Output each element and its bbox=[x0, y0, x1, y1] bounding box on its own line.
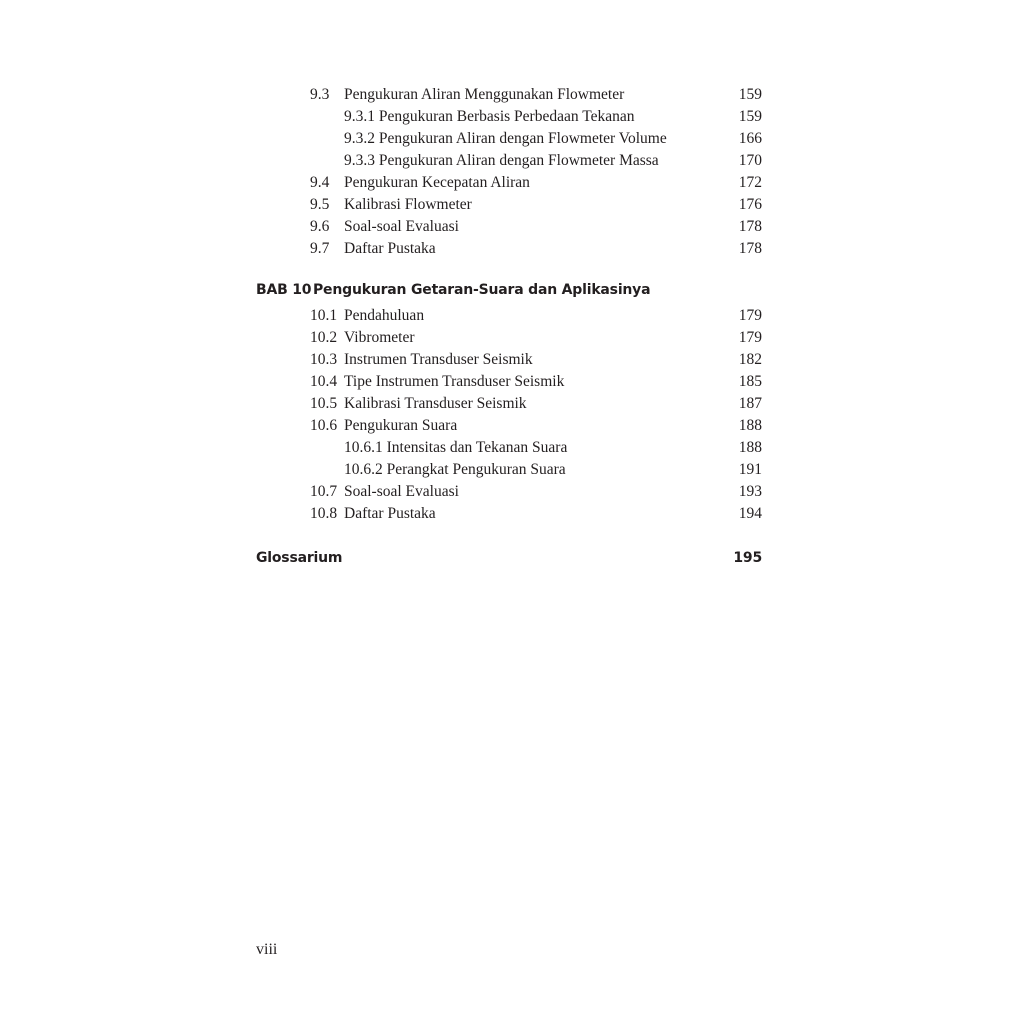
entry-page: 191 bbox=[738, 461, 762, 478]
subentry-title: 10.6.1 Intensitas dan Tekanan Suara bbox=[344, 439, 568, 456]
entry-page: 178 bbox=[738, 218, 762, 235]
entry-number: 10.8 bbox=[310, 505, 338, 522]
glossary-page: 195 bbox=[733, 550, 762, 566]
entry-page: 166 bbox=[738, 130, 762, 147]
entry-number: 10.1 bbox=[310, 307, 338, 324]
entry-title: Daftar Pustaka bbox=[344, 240, 436, 257]
entry-title: Soal-soal Evaluasi bbox=[344, 218, 459, 235]
entry-title: Kalibrasi Flowmeter bbox=[344, 196, 472, 213]
toc-entry bbox=[0, 481, 1024, 503]
subentry-title: 9.3.1 Pengukuran Berbasis Perbedaan Tekanan bbox=[344, 108, 635, 125]
toc-subentry bbox=[0, 106, 1024, 128]
entry-number: 9.4 bbox=[310, 174, 330, 191]
entry-page: 159 bbox=[738, 108, 762, 125]
toc-subentry bbox=[0, 150, 1024, 172]
toc-entry bbox=[0, 216, 1024, 238]
toc-section-10 bbox=[0, 305, 1024, 525]
entry-number: 10.3 bbox=[310, 351, 338, 368]
subentry-title: 10.6.2 Perangkat Pengukuran Suara bbox=[344, 461, 566, 478]
entry-title: Pengukuran Aliran Menggunakan Flowmeter bbox=[344, 86, 625, 103]
entry-page: 188 bbox=[738, 439, 762, 456]
toc-section-9 bbox=[0, 84, 1024, 260]
entry-page: 179 bbox=[738, 307, 762, 324]
toc-subentry bbox=[0, 459, 1024, 481]
page-number: viii bbox=[256, 941, 278, 958]
entry-number: 10.7 bbox=[310, 483, 338, 500]
entry-title: Soal-soal Evaluasi bbox=[344, 483, 459, 500]
entry-page: 176 bbox=[738, 196, 762, 213]
entry-number: 9.5 bbox=[310, 196, 330, 213]
entry-title: Daftar Pustaka bbox=[344, 505, 436, 522]
entry-title: Pengukuran Kecepatan Aliran bbox=[344, 174, 530, 191]
toc-entry bbox=[0, 172, 1024, 194]
entry-page: 179 bbox=[738, 329, 762, 346]
entry-page: 178 bbox=[738, 240, 762, 257]
toc-subentry bbox=[0, 128, 1024, 150]
entry-number: 10.5 bbox=[310, 395, 338, 412]
chapter-title: Pengukuran Getaran-Suara dan Aplikasinya bbox=[313, 282, 651, 298]
toc-entry bbox=[0, 305, 1024, 327]
toc-entry bbox=[0, 194, 1024, 216]
entry-number: 9.7 bbox=[310, 240, 330, 257]
toc-subentry bbox=[0, 437, 1024, 459]
subentry-title: 9.3.2 Pengukuran Aliran dengan Flowmeter Volume bbox=[344, 130, 667, 147]
entry-page: 194 bbox=[738, 505, 762, 522]
toc-entry bbox=[0, 415, 1024, 437]
toc-entry bbox=[0, 393, 1024, 415]
entry-page: 159 bbox=[738, 86, 762, 103]
chapter-label: BAB 10 bbox=[256, 282, 312, 298]
entry-number: 10.4 bbox=[310, 373, 338, 390]
entry-number: 9.3 bbox=[310, 86, 330, 103]
entry-page: 170 bbox=[738, 152, 762, 169]
entry-number: 10.6 bbox=[310, 417, 338, 434]
entry-title: Instrumen Transduser Seismik bbox=[344, 351, 533, 368]
entry-page: 193 bbox=[738, 483, 762, 500]
subentry-title: 9.3.3 Pengukuran Aliran dengan Flowmeter Massa bbox=[344, 152, 659, 169]
entry-page: 182 bbox=[738, 351, 762, 368]
toc-entry bbox=[0, 84, 1024, 106]
glossary-title: Glossarium bbox=[256, 550, 343, 566]
entry-title: Vibrometer bbox=[344, 329, 415, 346]
entry-title: Tipe Instrumen Transduser Seismik bbox=[344, 373, 565, 390]
entry-page: 188 bbox=[738, 417, 762, 434]
toc-entry bbox=[0, 371, 1024, 393]
entry-page: 185 bbox=[738, 373, 762, 390]
entry-title: Pendahuluan bbox=[344, 307, 425, 324]
entry-number: 10.2 bbox=[310, 329, 338, 346]
entry-title: Kalibrasi Transduser Seismik bbox=[344, 395, 527, 412]
toc-entry bbox=[0, 238, 1024, 260]
toc-entry bbox=[0, 503, 1024, 525]
toc-entry bbox=[0, 349, 1024, 371]
entry-page: 172 bbox=[738, 174, 762, 191]
entry-title: Pengukuran Suara bbox=[344, 417, 458, 434]
toc-entry bbox=[0, 327, 1024, 349]
entry-page: 187 bbox=[738, 395, 762, 412]
entry-number: 9.6 bbox=[310, 218, 330, 235]
